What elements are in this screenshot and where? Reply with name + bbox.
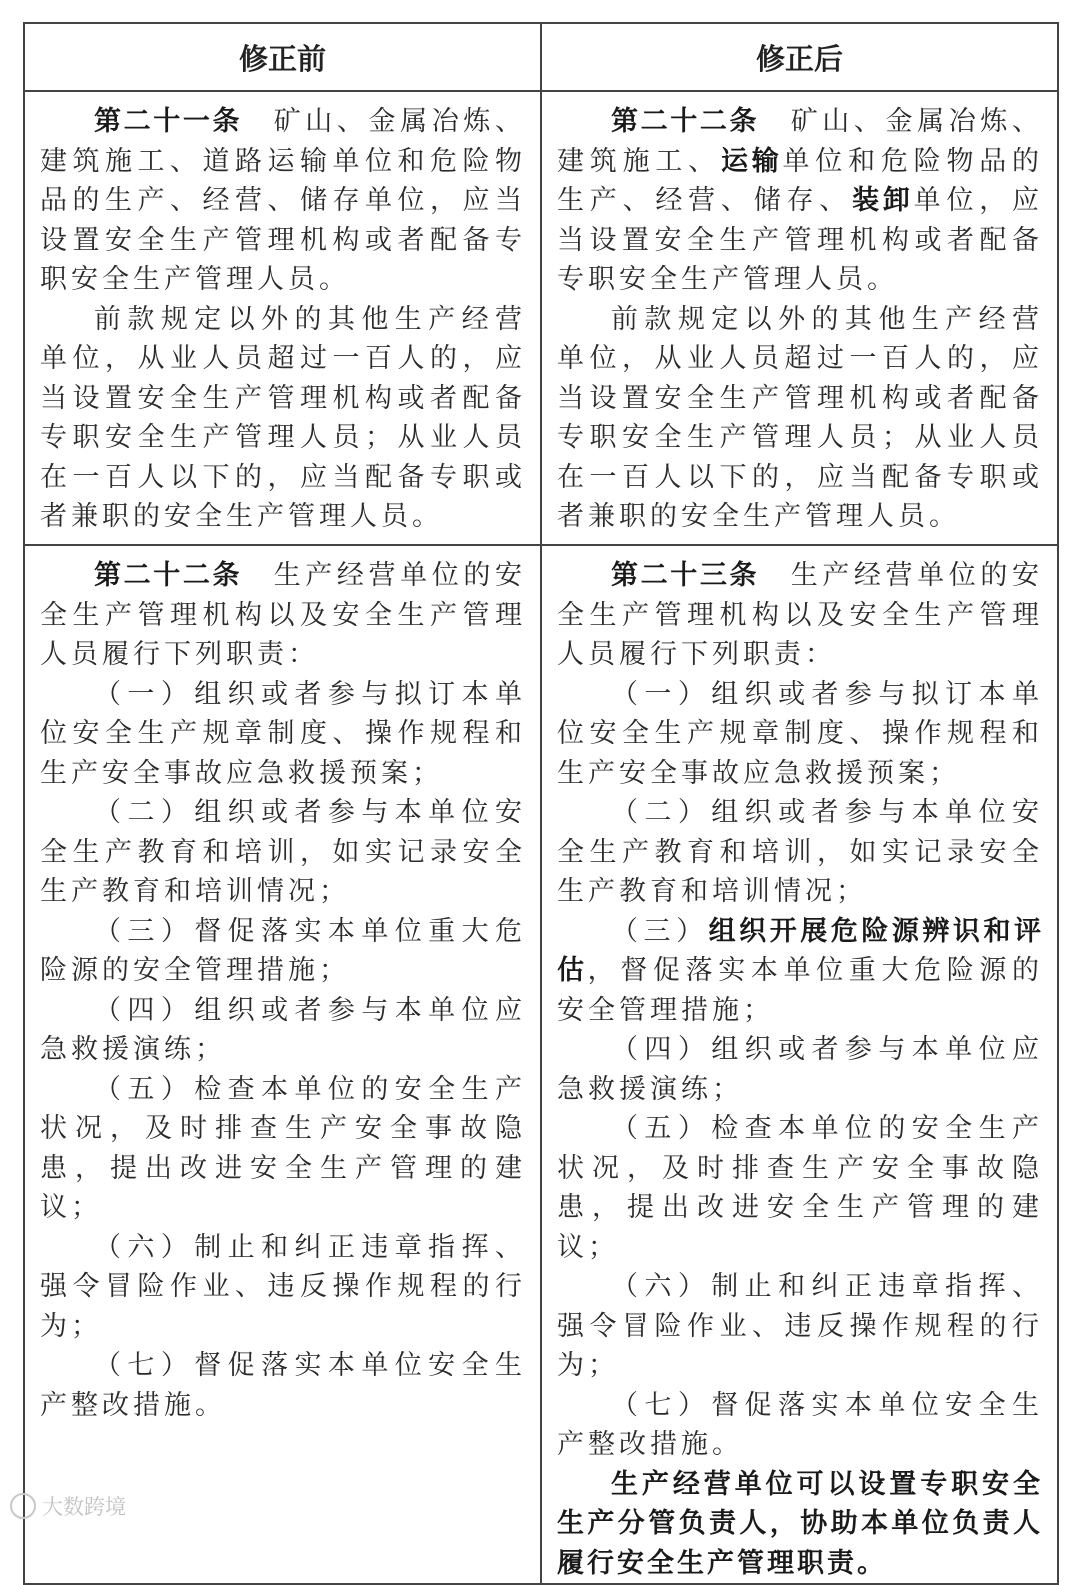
paragraph-text: 矿山、金属冶炼、建筑施工、道路运输单位和危险物品的生产、经营、储存单位，应当设置安全生产管理机构或者配备专职安全生产管理人员。 bbox=[40, 106, 527, 295]
amended-text: 生产经营单位可以设置专职安全生产分管负责人，协助本单位负责人履行安全生产管理职责。 bbox=[557, 1468, 1043, 1579]
paragraph-text: （二）组织或者参与本单位安全生产教育和培训，如实记录安全生产教育和培训情况； bbox=[557, 797, 1043, 907]
paragraph bbox=[40, 1228, 526, 1347]
row-1-before-cell bbox=[24, 91, 541, 545]
comparison-table bbox=[23, 22, 1059, 1585]
row-2-after-cell bbox=[541, 545, 1058, 1584]
article-number: 第二十二条 bbox=[611, 106, 760, 137]
article-row bbox=[24, 91, 1058, 545]
watermark-logo-icon bbox=[10, 1493, 36, 1519]
paragraph bbox=[557, 102, 1043, 300]
paragraph bbox=[557, 793, 1043, 912]
paragraph bbox=[40, 793, 526, 912]
paragraph bbox=[557, 1109, 1043, 1267]
paragraph-text: （一）组织或者参与拟订本单位安全生产规章制度、操作规程和生产安全事故应急救援预案； bbox=[557, 678, 1043, 789]
paragraph-text: 矿山、金属冶炼、建筑施工、 bbox=[557, 106, 1044, 177]
paragraph bbox=[557, 1465, 1043, 1584]
paragraph-text: （七）督促落实本单位安全生产整改措施。 bbox=[557, 1389, 1043, 1460]
article-row bbox=[24, 545, 1058, 1584]
paragraph-text: （三） bbox=[611, 915, 709, 947]
paragraph-text: 单位和危险物品的生产、经营、储存、 bbox=[557, 145, 1044, 216]
paragraph bbox=[557, 1267, 1043, 1386]
paragraph bbox=[40, 675, 526, 794]
paragraph-text: （六）制止和纠正违章指挥、强令冒险作业、违反操作规程的行为； bbox=[557, 1271, 1043, 1381]
paragraph-text: （四）组织或者参与本单位应急救援演练； bbox=[557, 1034, 1043, 1105]
paragraph-text: 前款规定以外的其他生产经营单位，从业人员超过一百人的，应当设置安全生产管理机构或者配备专职安全生产管理人员；从业人员在一百人以下的，应当配备专职或者兼职的安全生产管理人员。 bbox=[557, 303, 1043, 532]
header-before: 修正前 bbox=[24, 23, 541, 91]
article-number: 第二十二条 bbox=[94, 560, 243, 591]
paragraph-text: （六）制止和纠正违章指挥、强令冒险作业、违反操作规程的行为； bbox=[40, 1231, 526, 1342]
article-number: 第二十三条 bbox=[611, 560, 760, 591]
paragraph bbox=[40, 102, 526, 300]
paragraph-text: 生产经营单位的安全生产管理机构以及安全生产管理人员履行下列职责： bbox=[40, 560, 527, 670]
paragraph-text: （五）检查本单位的安全生产状况，及时排查生产安全事故隐患，提出改进安全生产管理的建议； bbox=[557, 1113, 1043, 1263]
amended-text: 运输 bbox=[720, 145, 783, 177]
paragraph-text: （七）督促落实本单位安全生产整改措施。 bbox=[40, 1350, 526, 1421]
row-1-after-cell bbox=[541, 91, 1058, 545]
paragraph bbox=[40, 300, 526, 537]
paragraph bbox=[557, 675, 1043, 794]
amended-text: 装卸 bbox=[852, 185, 914, 216]
paragraph bbox=[40, 1346, 526, 1425]
article-number: 第二十一条 bbox=[94, 106, 243, 137]
paragraph-text: （四）组织或者参与本单位应急救援演练； bbox=[40, 994, 526, 1065]
paragraph bbox=[40, 1070, 526, 1228]
paragraph bbox=[557, 300, 1043, 537]
watermark-text: 大数跨境 bbox=[42, 1495, 126, 1519]
paragraph-text: ，督促落实本单位重大危险源的安全管理措施； bbox=[557, 955, 1044, 1026]
paragraph bbox=[557, 556, 1043, 675]
row-2-before-cell bbox=[24, 545, 541, 1584]
header-row bbox=[24, 23, 1058, 91]
paragraph-text: 前款规定以外的其他生产经营单位，从业人员超过一百人的，应当设置安全生产管理机构或者配备专职安全生产管理人员；从业人员在一百人以下的，应当配备专职或者兼职的安全生产管理人员。 bbox=[40, 303, 526, 532]
paragraph bbox=[557, 1386, 1043, 1465]
paragraph-text: （二）组织或者参与本单位安全生产教育和培训，如实记录安全生产教育和培训情况； bbox=[40, 797, 526, 907]
paragraph bbox=[40, 912, 526, 991]
paragraph bbox=[557, 912, 1043, 1031]
paragraph-text: （三）督促落实本单位重大危险源的安全管理措施； bbox=[40, 915, 526, 986]
paragraph-text: （一）组织或者参与拟订本单位安全生产规章制度、操作规程和生产安全事故应急救援预案； bbox=[40, 678, 526, 789]
paragraph bbox=[40, 556, 526, 675]
amended-text: 组织开展危险源辨识和评估 bbox=[557, 915, 1044, 986]
paragraph-text: 生产经营单位的安全生产管理机构以及安全生产管理人员履行下列职责： bbox=[557, 560, 1044, 670]
paragraph-text: 单位，应当设置安全生产管理机构或者配备专职安全生产管理人员。 bbox=[557, 185, 1044, 295]
paragraph bbox=[40, 991, 526, 1070]
header-after: 修正后 bbox=[541, 23, 1058, 91]
paragraph bbox=[557, 1030, 1043, 1109]
paragraph-text: （五）检查本单位的安全生产状况，及时排查生产安全事故隐患，提出改进安全生产管理的建议； bbox=[40, 1073, 526, 1223]
watermark bbox=[10, 1491, 126, 1521]
